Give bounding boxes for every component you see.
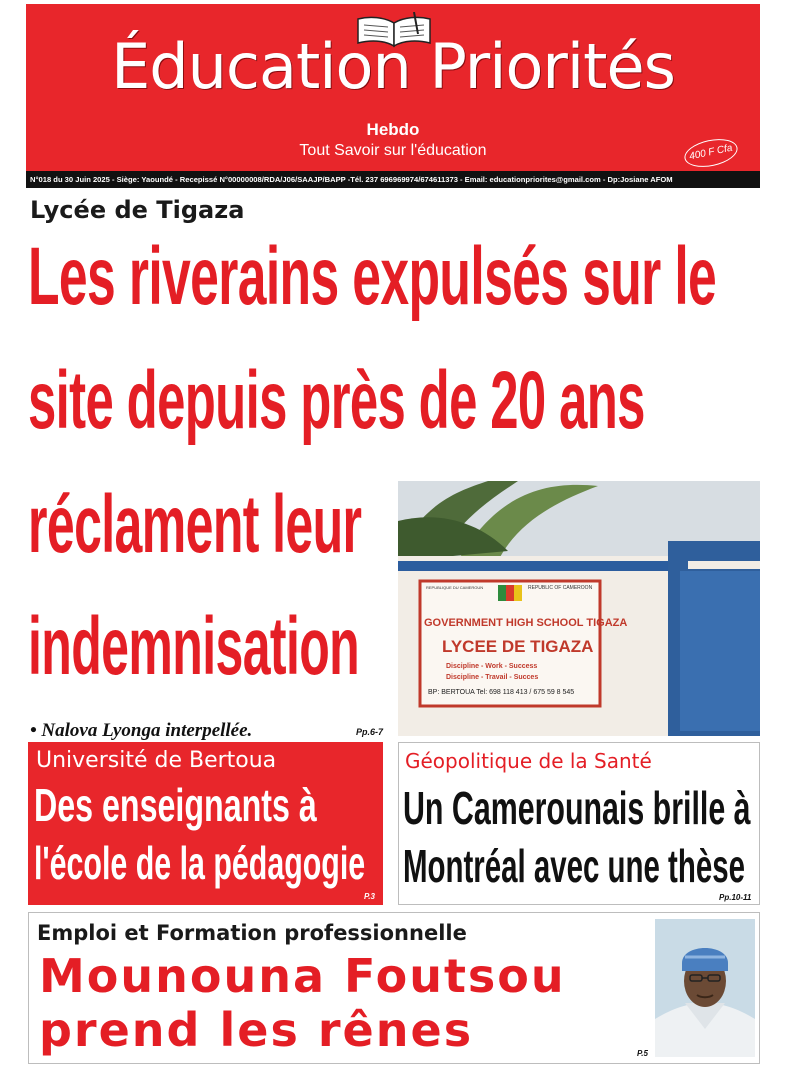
publication-info-strip: N°018 du 30 Juin 2025 - Siège: Yaoundé - Recepissé N°00000008/RDA/J06/SAAJP/BAPP -Tél. 237 696969974/674611373 - Email: educationpriorites@gmail.com - Dp:Josiane AFOM: [26, 171, 760, 188]
main-story-page-ref: Pp.6-7: [356, 727, 384, 737]
story-left-page-ref: P.3: [364, 892, 375, 901]
story-left-headline-line-2: l'école de la pédagogie: [34, 837, 366, 889]
masthead: [26, 4, 760, 171]
bullet-icon: •: [30, 720, 37, 741]
story-bottom-kicker: Emploi et Formation professionnelle: [37, 921, 467, 945]
school-sign-photo: [398, 481, 760, 736]
sign-right-header: REPUBLIC OF CAMEROON: [528, 585, 593, 591]
story-box-geopolitique: [398, 742, 760, 905]
bullet-text: Nalova Lyonga interpellée.: [41, 720, 253, 741]
sign-school-name-fr: LYCEE DE TIGAZA: [442, 637, 594, 656]
story-left-kicker: Université de Bertoua: [36, 748, 277, 773]
story-bottom-page-ref: P.5: [637, 1049, 648, 1058]
main-headline-line-3: réclament leur: [28, 479, 362, 570]
story-right-headline-line-2: Montréal avec une thèse: [403, 840, 745, 892]
story-right-page-ref: Pp.10-11: [719, 893, 752, 902]
story-box-universite: [28, 742, 383, 905]
story-bottom-headline-line-2: prend les rênes: [39, 1003, 474, 1057]
newspaper-title: Éducation Priorités: [111, 30, 675, 103]
story-right-kicker: Géopolitique de la Santé: [405, 749, 652, 773]
story-box-emploi: [28, 912, 760, 1064]
sign-motto-fr: Discipline - Travail - Succes: [446, 674, 539, 681]
sign-contact: BP: BERTOUA Tel: 698 118 413 / 675 59 8 545: [428, 689, 575, 696]
main-headline-line-2: site depuis près de 20 ans: [28, 355, 645, 446]
tagline: Tout Savoir sur l'éducation: [299, 142, 487, 159]
sign-motto-en: Discipline - Work - Success: [446, 663, 538, 670]
school-sign-illustration: [398, 481, 760, 736]
main-headline-line-4: indemnisation: [28, 601, 360, 692]
story-left-headline-line-1: Des enseignants à: [34, 779, 317, 831]
story-right-headline-line-1: Un Camerounais brille à: [403, 782, 751, 834]
sign-school-name-en: GOVERNMENT HIGH SCHOOL TIGAZA: [424, 617, 628, 629]
price-badge: 400 F Cfa: [682, 135, 740, 172]
minister-portrait: [655, 919, 755, 1057]
sign-left-header: REPUBLIQUE DU CAMEROUN: [426, 585, 484, 590]
main-story-kicker: Lycée de Tigaza: [30, 196, 245, 224]
frequency-label: Hebdo: [366, 120, 420, 139]
main-headline-line-1: Les riverains expulsés sur le: [28, 231, 717, 322]
story-bottom-headline-line-1: Mounouna Foutsou: [39, 949, 566, 1003]
main-story-bullet: [30, 720, 252, 742]
